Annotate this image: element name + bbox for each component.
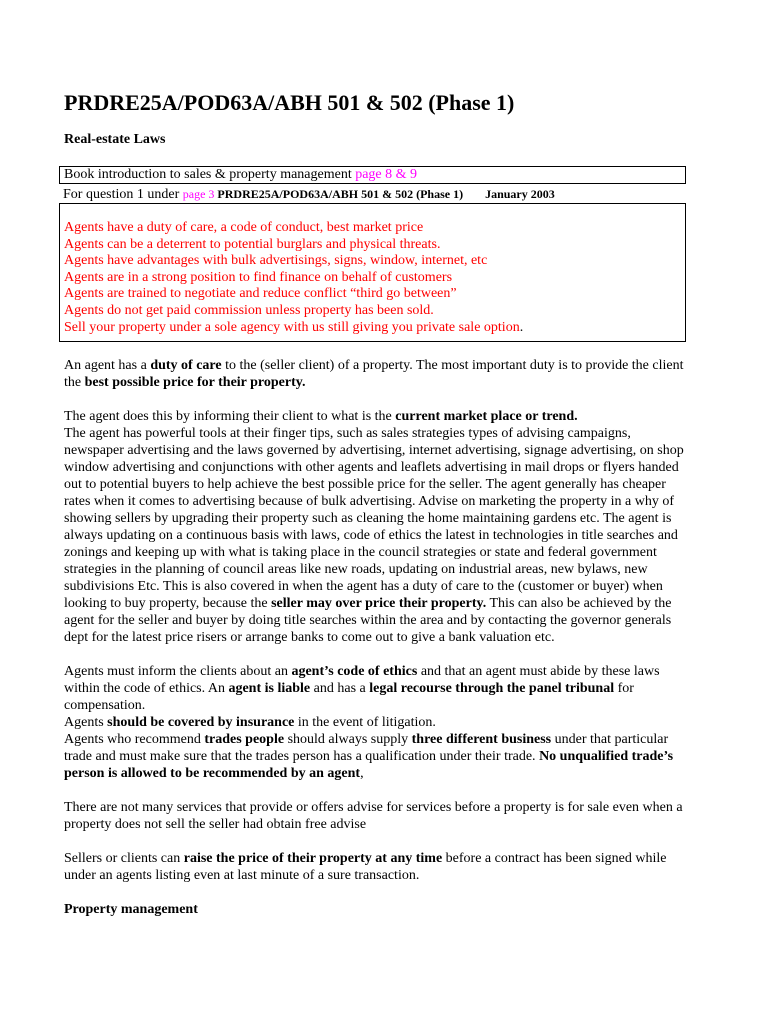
paragraph-gap	[64, 782, 690, 799]
text-run: should always supply	[284, 732, 412, 747]
key-points-box	[59, 203, 686, 342]
bold-run: agent’s code of ethics	[291, 664, 418, 679]
key-point-period: .	[519, 319, 524, 335]
bold-run: three different business	[411, 732, 552, 747]
text-run: to the (seller client) of a property. The most important duty is to provide the client the	[64, 358, 684, 390]
bold-run: trades people	[204, 732, 285, 747]
text-run: in the event of litigation.	[294, 715, 436, 730]
book-intro-page-ref: page 8 & 9	[355, 167, 418, 182]
paragraph-market-trend	[64, 408, 690, 646]
text-run: Agents who recommend	[64, 732, 205, 747]
key-point-text: Sell your property under a sole agency with us still giving you private sale option	[64, 319, 520, 335]
text-run: Agents must inform the clients about an	[64, 664, 292, 679]
key-point: Agents have advantages with bulk advertisings, signs, window, internet, etc	[64, 253, 488, 269]
book-intro-text: Book introduction to sales & property management	[64, 167, 356, 182]
text-run: for compensation.	[64, 681, 634, 713]
paragraph-raise-price	[64, 850, 690, 884]
text-run: before a contract has been signed while under an agents listing even at last minute of a sure transaction.	[64, 851, 667, 883]
text-run: and that an agent must abide by these laws within the code of ethics. An	[64, 664, 660, 696]
bold-run: should be covered by insurance	[107, 715, 295, 730]
section-heading-property-management	[64, 901, 690, 918]
paragraph-code-of-ethics	[64, 663, 690, 782]
text-run: The agent has powerful tools at their finger tips, such as sales strategies types of advising campaigns, newspaper advertising and the laws governed by advertising, internet advertising, signage advertising, on shop window advertising and conjunctions with other agents and leaflets advertising in mail drops or flyers handed out to potential buyers to help achieve the best possible price for the seller. The agent generally has cheaper rates when it comes to advertising because of bulk advertising. Advise on marketing the property in a why of showing sellers by upgrading their property such as cleaning the home maintaining gardens etc. The agent is always updating on a continuous basis with laws, code of ethics the latest in technologies in title searches and zonings and keeping up with what is taking place in the council strategies or state and federal government strategies in the planning of council areas like new roads, updating on industrial areas, new bylaws, new subdivisions Etc. This is also covered in when the agent has a duty of care to the (customer or buyer) when looking to buy property, because the	[64, 426, 684, 611]
text-run: Agents	[64, 715, 108, 730]
text-run: ,	[360, 766, 364, 781]
book-intro-box	[59, 166, 686, 184]
bold-run: seller may over price their property.	[271, 596, 487, 611]
key-point: Agents can be a deterrent to potential burglars and physical threats.	[64, 236, 441, 252]
bold-run: duty of care	[150, 358, 222, 373]
paragraph-gap	[64, 646, 690, 663]
question-line	[63, 186, 693, 203]
document-body	[64, 357, 690, 918]
paragraph-free-advise: There are not many services that provide or offers advise for services before a property is for sale even when a property does not sell the seller had obtain free advise	[64, 800, 683, 832]
text-run: and has a	[310, 681, 370, 696]
key-point-last	[64, 320, 685, 337]
paragraph-gap	[64, 833, 690, 850]
bold-run: agent is liable	[228, 681, 311, 696]
bold-run: No unqualified trade’s person is allowed to be recommended by an agent	[64, 749, 674, 781]
paragraph-duty-of-care	[64, 357, 690, 391]
question-date: January 2003	[485, 187, 555, 201]
key-point: Agents are trained to negotiate and reduce conflict “third go between”	[64, 286, 457, 302]
text-run: Sellers or clients can	[64, 851, 184, 866]
text-run: The agent does this by informing their client to what is the	[64, 409, 396, 424]
key-point: Agents have a duty of care, a code of conduct, best market price	[64, 220, 424, 235]
text-run: This can also be achieved by the agent for the seller and buyer by doing title searches within the area and by contacting the governor generals dept for the latest price risers or arrange banks to come out to give a bank valuation etc.	[64, 596, 672, 645]
question-course-code: PRDRE25A/POD63A/ABH 501 & 502 (Phase 1)	[214, 187, 464, 201]
bold-run: current market place or trend.	[395, 409, 578, 424]
bold-run: Property management	[64, 902, 198, 917]
bold-run: legal recourse through the panel tribunal	[369, 681, 615, 696]
question-page-ref: page 3	[182, 187, 215, 201]
section-subtitle: Real-estate Laws	[64, 132, 166, 147]
document-title: PRDRE25A/POD63A/ABH 501 & 502 (Phase 1)	[64, 90, 515, 115]
bold-run: best possible price for their property.	[84, 375, 306, 390]
bold-run: raise the price of their property at any time	[183, 851, 443, 866]
text-run: under that particular trade and must make sure that the trades person has a qualification under their trade.	[64, 732, 669, 764]
paragraph-gap	[64, 391, 690, 408]
key-point: Agents do not get paid commission unless property has been sold.	[64, 302, 434, 318]
key-point: Agents are in a strong position to find finance on behalf of customers	[64, 269, 453, 285]
question-prefix: For question 1 under	[63, 187, 183, 202]
paragraph-gap	[64, 884, 690, 901]
text-run: An agent has a	[64, 358, 151, 373]
